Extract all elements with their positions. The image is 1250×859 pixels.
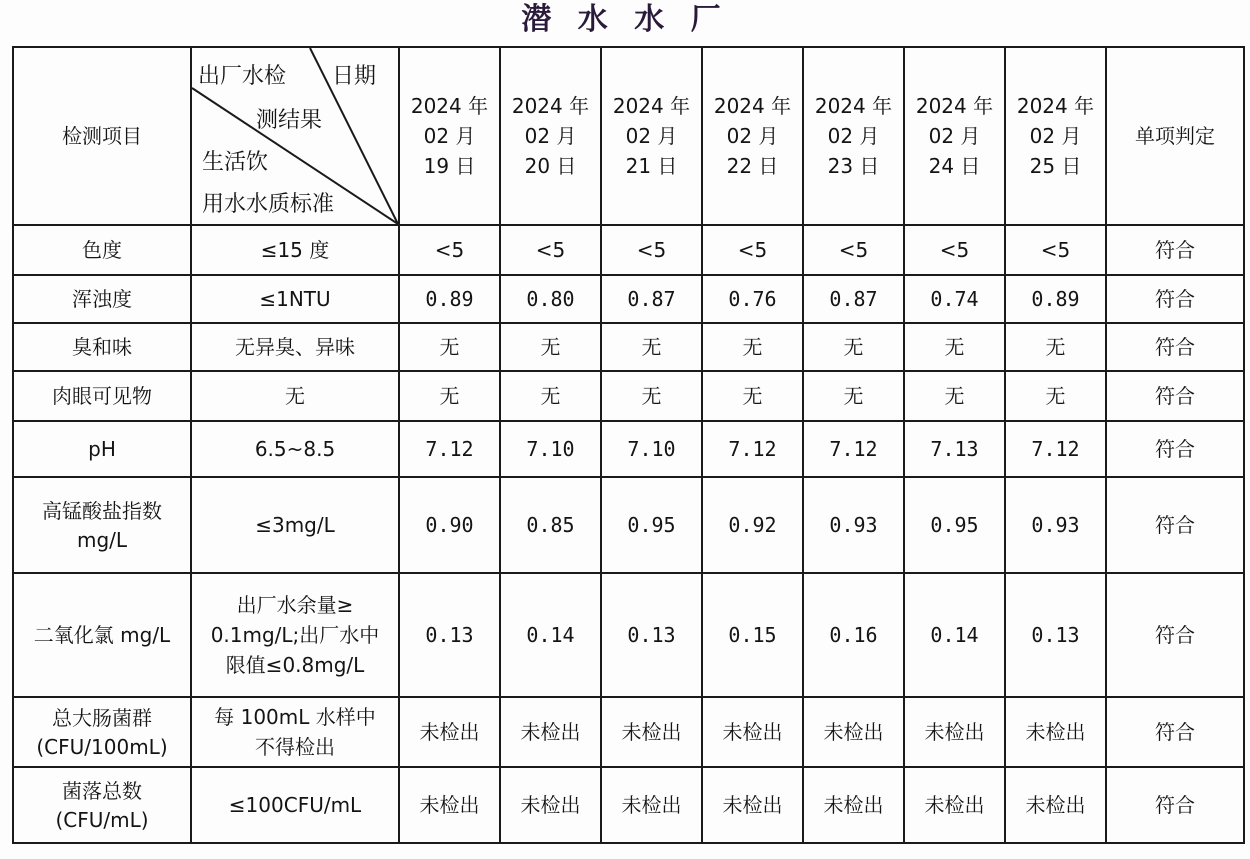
result-cell: 0.13	[1005, 573, 1106, 697]
date-year: 2024 年	[915, 94, 994, 118]
table-row	[13, 477, 1244, 573]
standard-value: 0.1mg/L;出厂水中	[210, 623, 380, 647]
standard-cell	[191, 767, 399, 843]
date-year: 2024 年	[814, 94, 893, 118]
result-cell: 0.87	[803, 275, 904, 323]
standard-value: ≤100CFU/mL	[228, 793, 362, 817]
table-row	[13, 767, 1244, 843]
diag-label-result: 出厂水检	[198, 64, 287, 89]
result-cell: 未检出	[1005, 697, 1106, 767]
result-cell: <5	[399, 225, 500, 275]
result-cell: 0.13	[601, 573, 702, 697]
result-cell: 0.16	[803, 573, 904, 697]
item-cell	[13, 323, 191, 371]
date-month: 02 月	[726, 124, 779, 148]
date-month: 02 月	[423, 124, 476, 148]
result-cell: 无	[803, 323, 904, 371]
result-cell: 未检出	[904, 767, 1005, 843]
date-day: 23 日	[827, 154, 880, 178]
standard-value: 不得检出	[255, 735, 335, 759]
result-cell: 0.93	[803, 477, 904, 573]
result-cell: 7.12	[1005, 421, 1106, 477]
standard-value: 出厂水余量≥	[236, 593, 354, 617]
result-cell: 未检出	[500, 767, 601, 843]
result-cell: 未检出	[904, 697, 1005, 767]
date-year: 2024 年	[511, 94, 590, 118]
date-year: 2024 年	[410, 94, 489, 118]
result-cell: 7.13	[904, 421, 1005, 477]
result-cell: 无	[601, 371, 702, 421]
standard-value: 限值≤0.8mg/L	[225, 653, 365, 677]
result-cell: 0.15	[702, 573, 803, 697]
result-cell: 无	[904, 371, 1005, 421]
item-label: 臭和味	[72, 335, 132, 359]
standard-value: 无	[285, 384, 305, 408]
date-day: 24 日	[928, 154, 981, 178]
item-label: 高锰酸盐指数	[42, 498, 162, 523]
judgement-cell: 符合	[1106, 573, 1244, 697]
water-quality-table	[12, 46, 1245, 844]
result-cell: 0.80	[500, 275, 601, 323]
result-cell: 0.14	[904, 573, 1005, 697]
date-header	[1005, 47, 1106, 225]
result-cell: <5	[601, 225, 702, 275]
date-header	[399, 47, 500, 225]
result-cell: <5	[1005, 225, 1106, 275]
diag-label-standard: 生活饮	[202, 150, 269, 175]
result-cell: 0.95	[904, 477, 1005, 573]
result-cell: 未检出	[702, 767, 803, 843]
result-cell: 0.93	[1005, 477, 1106, 573]
date-month: 02 月	[928, 124, 981, 148]
result-cell: 0.90	[399, 477, 500, 573]
table-row	[13, 371, 1244, 421]
result-cell: 7.12	[399, 421, 500, 477]
result-cell: 无	[399, 323, 500, 371]
standard-cell	[191, 323, 399, 371]
result-cell: 无	[803, 371, 904, 421]
result-cell: 0.89	[399, 275, 500, 323]
result-cell: 0.76	[702, 275, 803, 323]
standard-cell	[191, 275, 399, 323]
item-cell	[13, 371, 191, 421]
table-row	[13, 225, 1244, 275]
date-year: 2024 年	[612, 94, 691, 118]
result-cell: 7.10	[601, 421, 702, 477]
item-label: 二氧化氯 mg/L	[33, 623, 171, 647]
item-label: 色度	[82, 238, 122, 262]
result-cell: 0.13	[399, 573, 500, 697]
judgement-cell: 符合	[1106, 371, 1244, 421]
page-title: 潜 水 水 厂	[521, 2, 729, 37]
judgement-cell: 符合	[1106, 225, 1244, 275]
diag-label-result2: 测结果	[256, 108, 323, 133]
standard-value: 无异臭、异味	[235, 335, 355, 359]
standard-cell	[191, 225, 399, 275]
result-cell: 7.12	[702, 421, 803, 477]
result-cell: 未检出	[702, 697, 803, 767]
standard-value: ≤1NTU	[259, 287, 331, 311]
item-label: (CFU/mL)	[55, 807, 149, 832]
result-cell: 未检出	[803, 767, 904, 843]
date-month: 02 月	[625, 124, 678, 148]
item-label: pH	[88, 437, 116, 461]
result-cell: 无	[399, 371, 500, 421]
result-cell: 0.87	[601, 275, 702, 323]
table-row	[13, 323, 1244, 371]
item-cell	[13, 697, 191, 767]
date-day: 21 日	[625, 154, 678, 178]
judgement-cell: 符合	[1106, 697, 1244, 767]
date-year: 2024 年	[1016, 94, 1095, 118]
result-cell: 未检出	[399, 767, 500, 843]
result-cell: 未检出	[1005, 767, 1106, 843]
item-label: (CFU/100mL)	[36, 734, 168, 759]
standard-value: ≤15 度	[260, 238, 330, 262]
result-cell: 无	[1005, 323, 1106, 371]
result-cell: 无	[702, 371, 803, 421]
item-header: 检测项目	[13, 47, 191, 225]
standard-value: 每 100mL 水样中	[214, 705, 376, 729]
result-cell: 无	[904, 323, 1005, 371]
judgement-cell: 符合	[1106, 477, 1244, 573]
result-cell: <5	[702, 225, 803, 275]
diagonal-header-cell	[191, 47, 399, 225]
result-cell: 未检出	[500, 697, 601, 767]
item-cell	[13, 767, 191, 843]
date-header	[601, 47, 702, 225]
result-cell: 未检出	[601, 767, 702, 843]
date-header	[803, 47, 904, 225]
result-cell: 未检出	[399, 697, 500, 767]
result-cell: 无	[601, 323, 702, 371]
date-header	[702, 47, 803, 225]
result-cell: <5	[904, 225, 1005, 275]
item-cell	[13, 275, 191, 323]
result-cell: <5	[500, 225, 601, 275]
judgement-cell: 符合	[1106, 275, 1244, 323]
date-day: 22 日	[726, 154, 779, 178]
date-day: 19 日	[423, 154, 476, 178]
item-label: 菌落总数	[62, 778, 142, 803]
table-row	[13, 573, 1244, 697]
table-row	[13, 275, 1244, 323]
item-label: 浑浊度	[72, 287, 132, 311]
result-cell: 0.14	[500, 573, 601, 697]
result-cell: 无	[702, 323, 803, 371]
standard-value: ≤3mg/L	[255, 513, 335, 537]
result-cell: 0.74	[904, 275, 1005, 323]
diag-label-date: 日期	[332, 64, 377, 89]
date-day: 20 日	[524, 154, 577, 178]
judgement-header: 单项判定	[1106, 47, 1244, 225]
result-cell: 未检出	[601, 697, 702, 767]
result-cell: 0.95	[601, 477, 702, 573]
judgement-cell: 符合	[1106, 323, 1244, 371]
table-row	[13, 697, 1244, 767]
result-cell: 无	[1005, 371, 1106, 421]
standard-cell	[191, 371, 399, 421]
standard-cell	[191, 477, 399, 573]
standard-cell	[191, 421, 399, 477]
judgement-cell: 符合	[1106, 421, 1244, 477]
result-cell: 0.89	[1005, 275, 1106, 323]
table-row	[13, 421, 1244, 477]
item-label: 总大肠菌群	[52, 705, 152, 730]
item-cell	[13, 477, 191, 573]
standard-cell	[191, 573, 399, 697]
result-cell: 无	[500, 323, 601, 371]
standard-value: 6.5~8.5	[254, 437, 336, 461]
item-cell	[13, 225, 191, 275]
result-cell: 未检出	[803, 697, 904, 767]
date-day: 25 日	[1029, 154, 1082, 178]
header-row	[13, 47, 1244, 225]
result-cell: <5	[803, 225, 904, 275]
result-cell: 7.10	[500, 421, 601, 477]
diag-label-standard2: 用水水质标准	[202, 192, 335, 217]
item-cell	[13, 573, 191, 697]
standard-cell	[191, 697, 399, 767]
item-label: mg/L	[76, 527, 128, 552]
date-month: 02 月	[524, 124, 577, 148]
result-cell: 7.12	[803, 421, 904, 477]
result-cell: 0.85	[500, 477, 601, 573]
result-cell: 0.92	[702, 477, 803, 573]
date-header	[500, 47, 601, 225]
result-cell: 无	[500, 371, 601, 421]
date-year: 2024 年	[713, 94, 792, 118]
date-header	[904, 47, 1005, 225]
date-month: 02 月	[1029, 124, 1082, 148]
judgement-cell: 符合	[1106, 767, 1244, 843]
item-cell	[13, 421, 191, 477]
date-month: 02 月	[827, 124, 880, 148]
item-label: 肉眼可见物	[52, 384, 152, 408]
